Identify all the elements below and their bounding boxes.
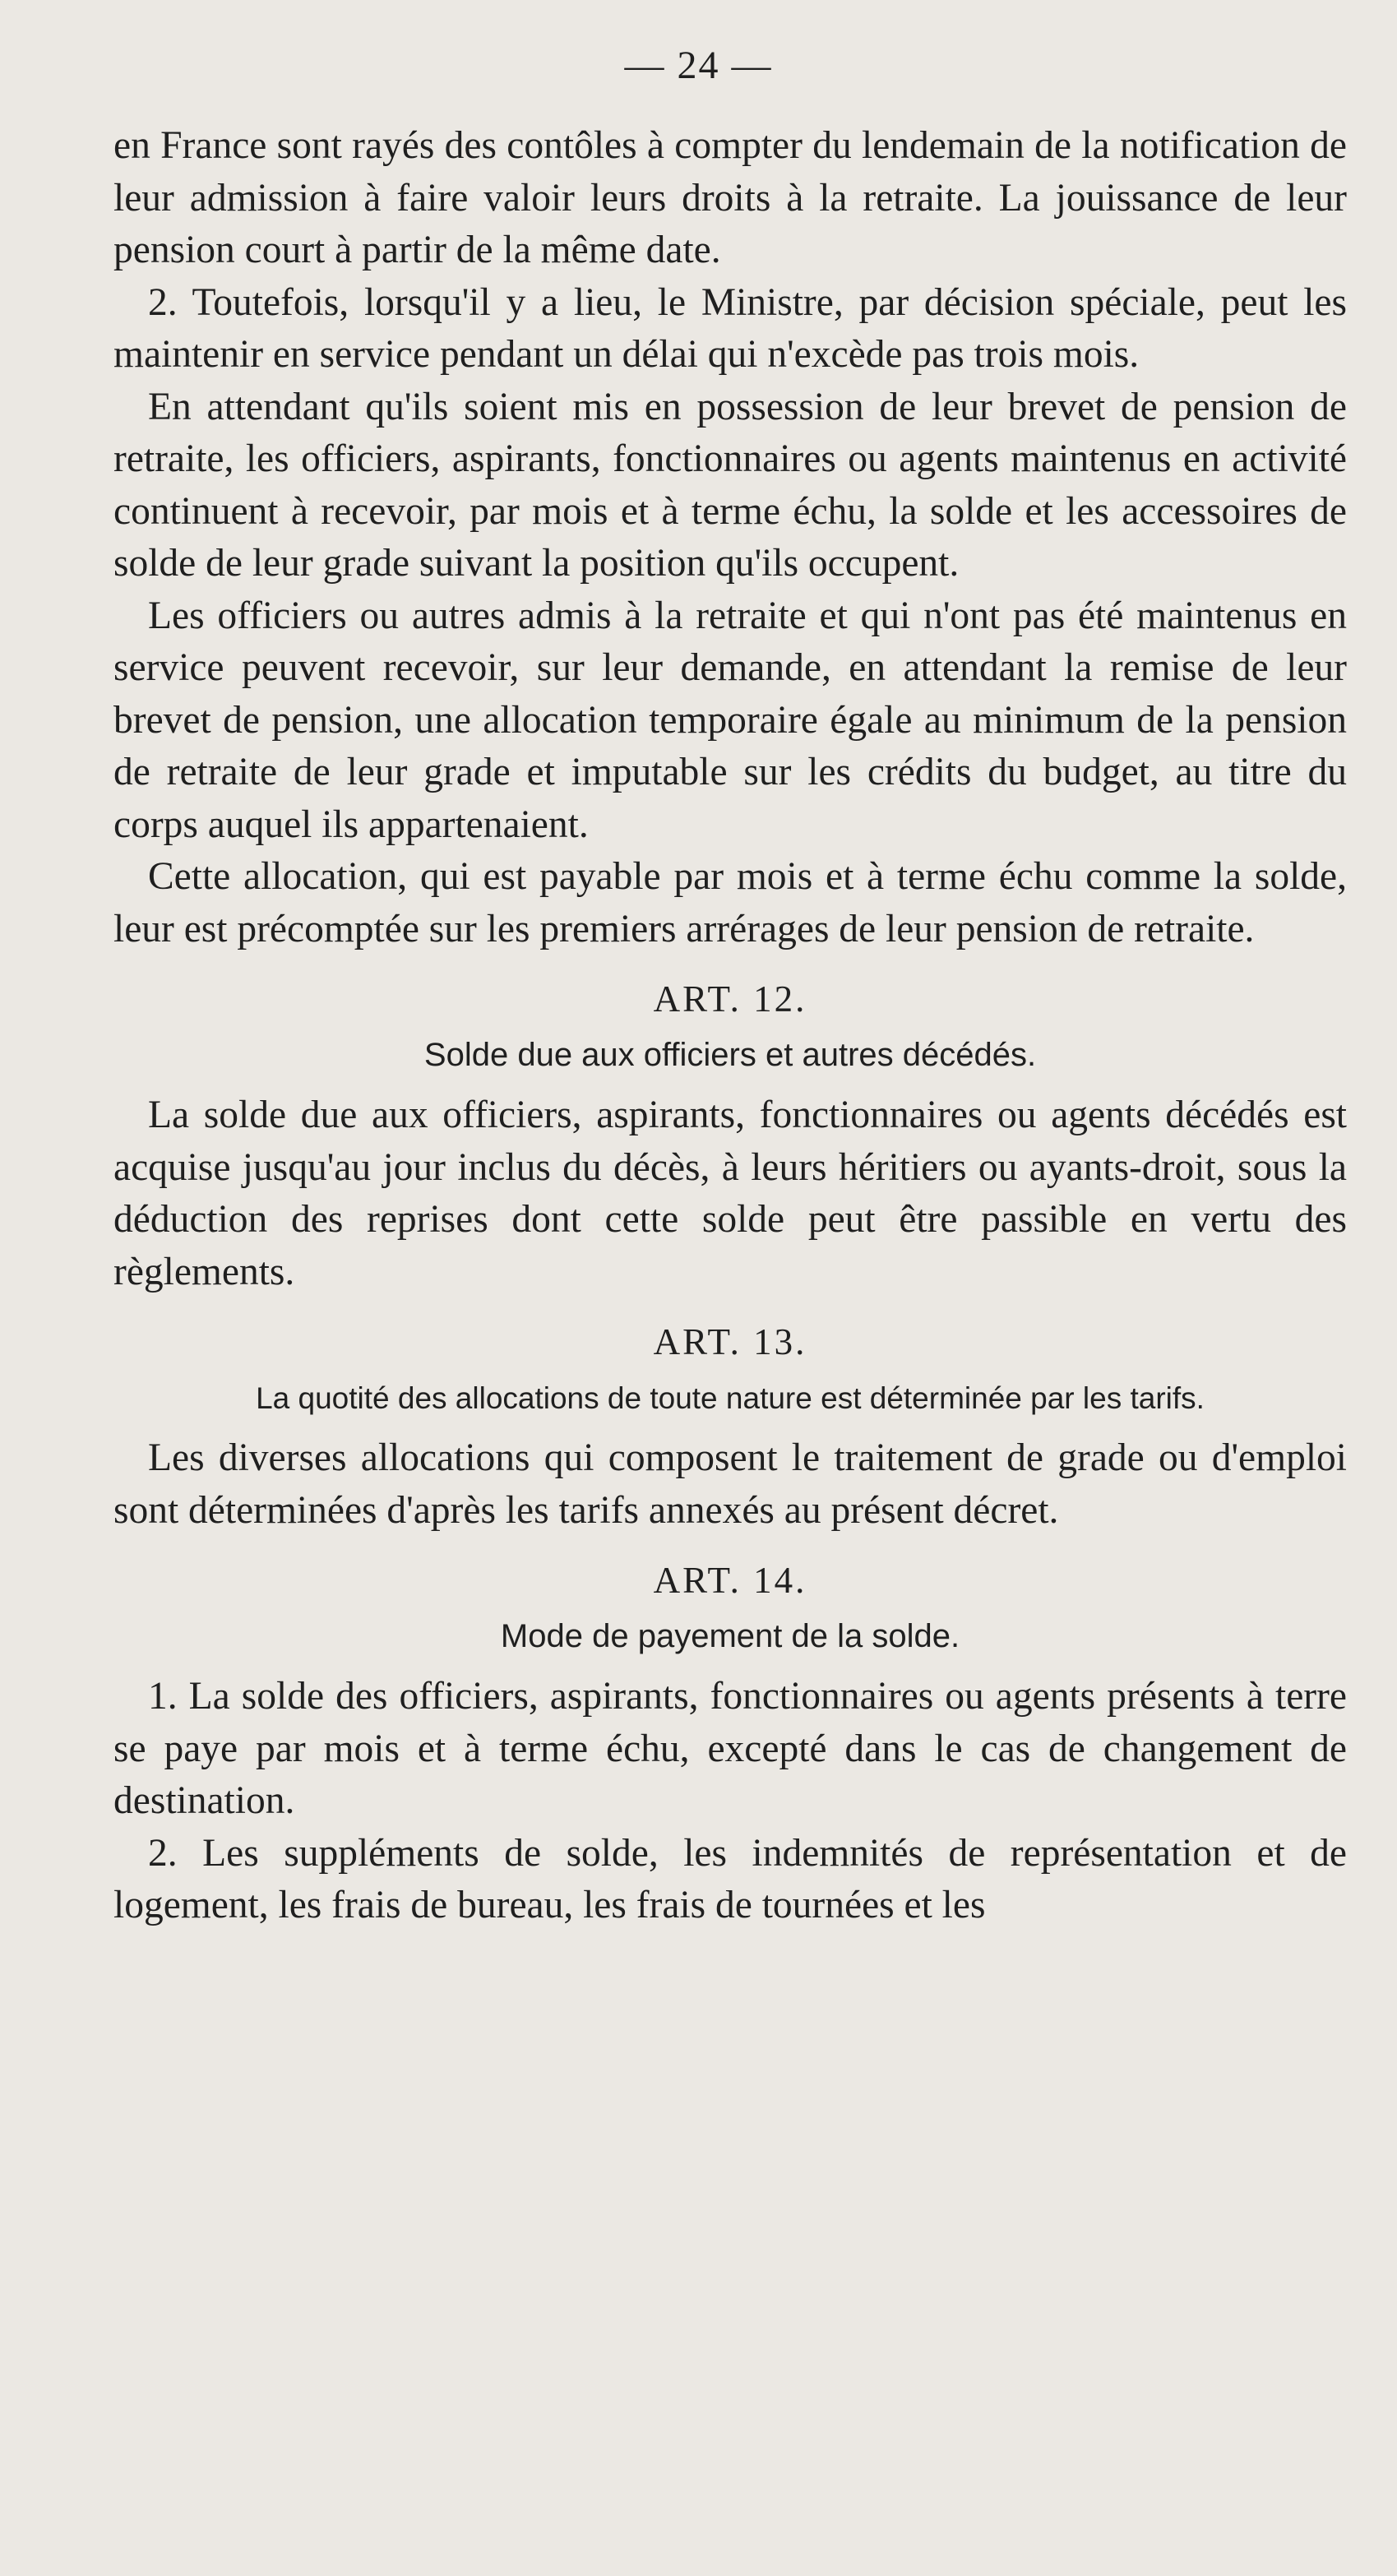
page-body [113, 120, 1347, 1932]
article-title: Mode de payement de la solde. [500, 1617, 960, 1654]
article-heading: ART. 14. [653, 1560, 807, 1601]
article-title: La quotité des allocations de toute nature est déterminée par les tarifs. [256, 1380, 1205, 1415]
article-title: Solde due aux officiers et autres décédés. [423, 1036, 1037, 1073]
article-heading: ART. 13. [653, 1321, 807, 1362]
paragraph: Cette allocation, qui est payable par mois et à terme échu comme la solde, leur est précomptée sur les premiers arrérages de leur pension de retraite. [113, 855, 1347, 950]
paragraph: En attendant qu'ils soient mis en possession de leur brevet de pension de retraite, les officiers, aspirants, fonctionnaires ou agents maintenus en activité continuent à recevoir, par mois et à terme échu, la solde et les accessoires de solde de leur grade suivant la position qu'ils occupent. [113, 385, 1347, 585]
page-number: — 24 — [624, 44, 773, 87]
paragraph: en France sont rayés des contôles à compter du lendemain de la notification de leur admission à faire valoir leurs droits à la retraite. La jouissance de leur pension court à partir de la même date. [113, 124, 1347, 271]
paragraph: La solde due aux officiers, aspirants, fonctionnaires ou agents décédés est acquise jusqu'au jour inclus du décès, à leurs héritiers ou ayants-droit, sous la déduction des reprises dont cette solde peut être passible en vertu des règlements. [113, 1094, 1347, 1293]
paragraph: Les officiers ou autres admis à la retraite et qui n'ont pas été maintenus en service peuvent recevoir, sur leur demande, en attendant la remise de leur brevet de pension, une allocation temporaire égale au minimum de la pension de retraite de leur grade et imputable sur les crédits du budget, au titre du corps auquel ils appartenaient. [113, 594, 1347, 846]
article-heading: ART. 12. [653, 978, 807, 1020]
paragraph: 2. Toutefois, lorsqu'il y a lieu, le Ministre, par décision spéciale, peut les maintenir en service pendant un délai qui n'excède pas trois mois. [113, 280, 1347, 376]
paragraph: 2. Les suppléments de solde, les indemnités de représentation et de logement, les frais de bureau, les frais de tournées et les [113, 1831, 1347, 1926]
paragraph: Les diverses allocations qui composent le traitement de grade ou d'emploi sont déterminées d'après les tarifs annexés au présent décret. [113, 1436, 1347, 1532]
paragraph: 1. La solde des officiers, aspirants, fonctionnaires ou agents présents à terre se paye par mois et à terme échu, excepté dans le cas de changement de destination. [113, 1675, 1347, 1822]
